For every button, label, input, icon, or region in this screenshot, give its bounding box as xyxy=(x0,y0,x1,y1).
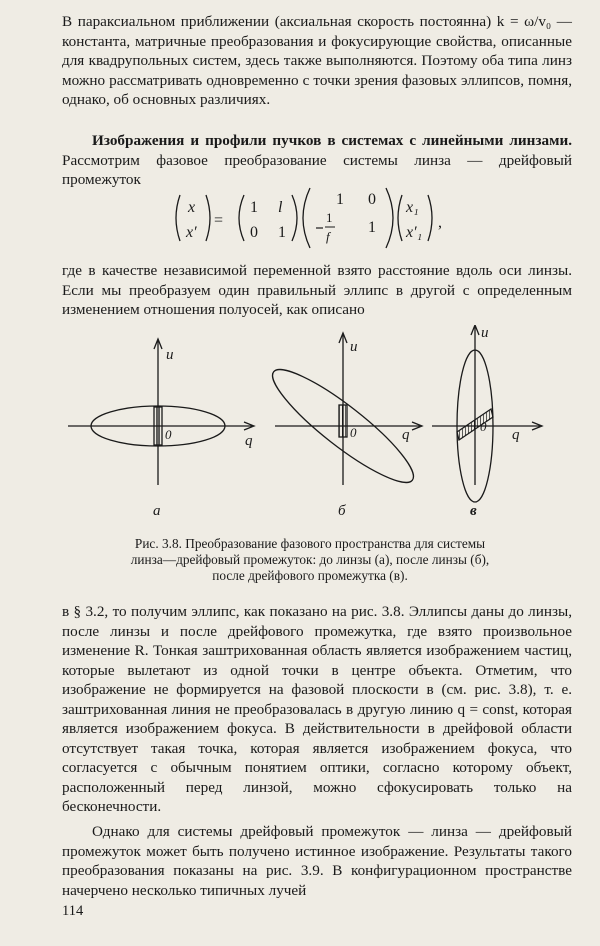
lhs-x: x xyxy=(188,199,196,216)
caption-line-2: линза—дрейфовый промежуток: до линзы (а), после линзы (б), xyxy=(130,552,490,567)
equals-sign: = xyxy=(214,212,224,229)
matrix-equation xyxy=(0,182,600,254)
origin-c: 0 xyxy=(480,419,487,434)
paragraph-discussion: в § 3.2, то получим эллипс, как показано на рис. 3.8. Эллипсы даны до линзы, после линзы и после дрейфового промежутка, где взято произвольное изменение R. Тонкая заштрихованная область является изображением частиц, которые вылетают из одной точки в центре объекта. Отметим, что изображение не формируется на фазовой плоскости в (см. рис. 3.8), т. е. заштрихованная линия не преобразовалась в другую линию q = const, которая является изображением фокуса. В действительности в дрейфовой области отсутствует такая точка, которая является изображением фокуса, что согласуется с обычным понятием оптики, согласно которому объект, расположенный перед линзой, можно сфокусировать только на бесконечности. xyxy=(62,603,572,815)
m1-21: 0 xyxy=(250,224,258,241)
m2-12: 0 xyxy=(368,191,376,208)
caption-line-1: Рис. 3.8. Преобразование фазового пространства для системы xyxy=(134,536,486,551)
rhs-x1: x₁ xyxy=(406,199,419,216)
paragraph-final: Однако для системы дрейфовый промежуток — линза — дрейфовый промежуток может быть получено истинное изображение. Результаты такого преобразования показаны на рис. 3.9. В конфигурационном пространстве начерчено несколько типичных лучей xyxy=(62,823,572,899)
phase-space-figure xyxy=(0,325,600,530)
paragraph-section xyxy=(62,131,572,190)
paragraph-section-text: Рассмотрим фазовое преобразование системы линза — дрейфовый промежуток xyxy=(62,151,572,188)
panel-a-diagram xyxy=(68,339,254,485)
m1-22: 1 xyxy=(278,224,286,241)
paragraph-continuation: где в качестве независимой переменной взято расстояние вдоль оси линзы. Если мы преобразуем один правильный эллипс в другой с определенным изменением отношения полуосей, как описано xyxy=(62,262,572,318)
equation-comma: , xyxy=(438,214,442,231)
axis-u-b: u xyxy=(350,339,358,355)
caption-line-3: после дрейфового промежутка (в). xyxy=(212,568,408,583)
m2-11: 1 xyxy=(336,191,344,208)
paragraph-intro: В параксиальном приближении (аксиальная скорость постоянна) k = ω/v₀ — константа, матричные преобразования и фокусирующие свойства, описанные для квадрупольных систем, здесь также выполняются. Поэтому оба типа линз можно рассматривать одновременно с точки зрения фазовых эллипсов, помня, однако, об основных различиях. xyxy=(62,13,572,108)
axis-u-c: u xyxy=(481,325,489,341)
axis-u-a: u xyxy=(166,347,174,363)
section-heading: Изображения и профили пучков в системах с линейными линзами. xyxy=(92,132,572,149)
origin-b: 0 xyxy=(350,425,357,440)
m2-21-den: f xyxy=(326,229,330,244)
m2-21-num: 1 xyxy=(326,210,333,225)
page-number: 114 xyxy=(62,903,84,919)
figure-caption xyxy=(70,536,550,584)
rhs-x1prime: x′₁ xyxy=(406,224,423,241)
axis-q-a: q xyxy=(245,433,253,449)
panel-label-b: б xyxy=(338,503,346,519)
axis-q-c: q xyxy=(512,427,520,443)
m1-11: 1 xyxy=(250,199,258,216)
lhs-xprime: x′ xyxy=(186,224,197,241)
panel-c-diagram xyxy=(432,325,542,502)
panel-b-diagram xyxy=(261,333,424,496)
panel-label-c: в xyxy=(470,503,477,519)
m2-22: 1 xyxy=(368,219,376,236)
origin-a: 0 xyxy=(165,427,172,442)
axis-q-b: q xyxy=(402,427,410,443)
panel-label-a: а xyxy=(153,503,161,519)
m1-12: l xyxy=(278,199,283,216)
